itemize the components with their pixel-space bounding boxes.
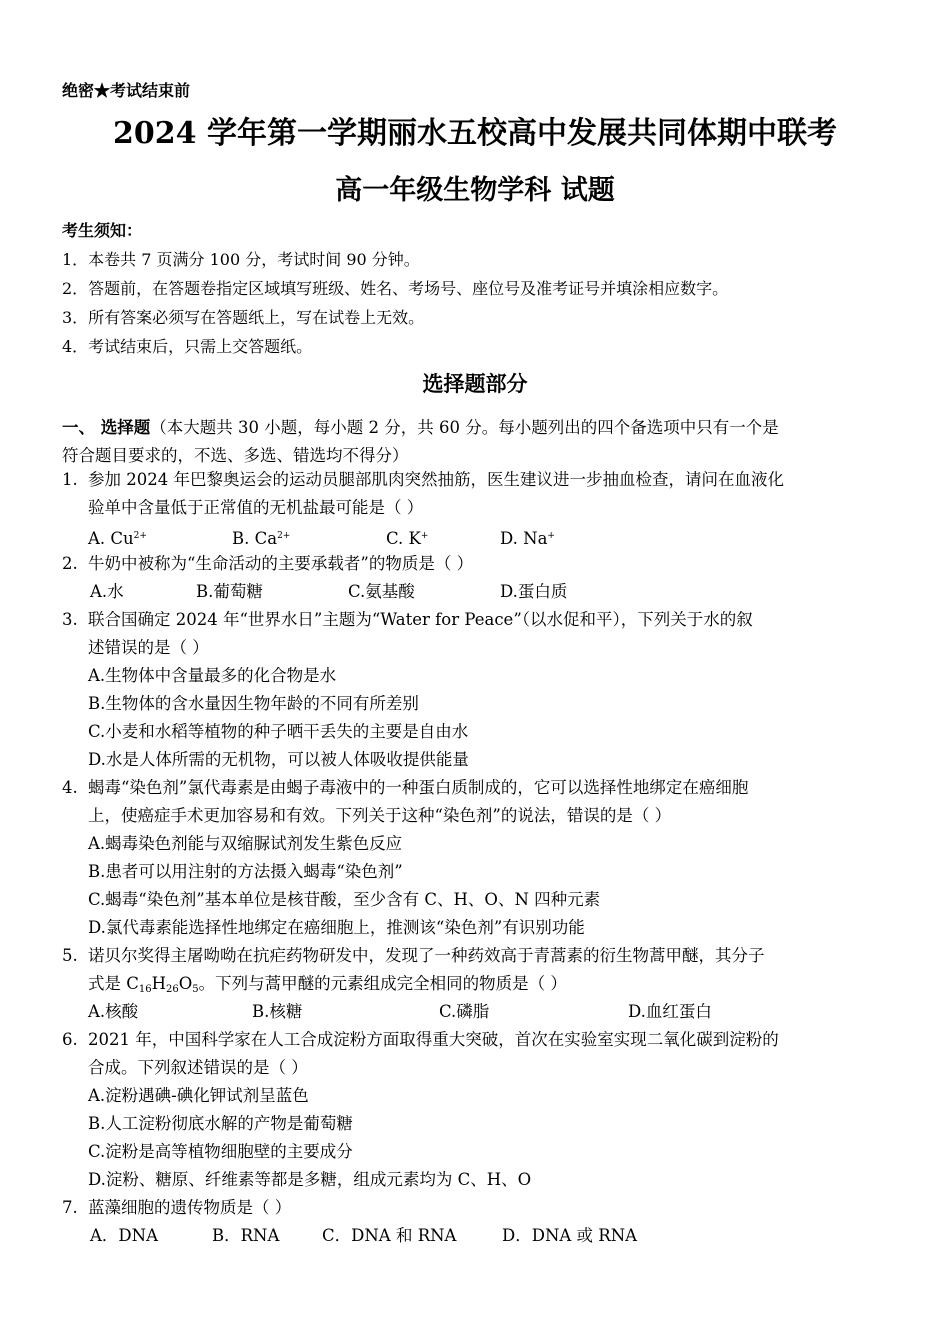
notice-item: 4．考试结束后，只需上交答题纸。 bbox=[62, 337, 313, 356]
question-number: 7. bbox=[62, 1198, 78, 1217]
question-stem-cont: 述错误的是（ ） bbox=[88, 638, 209, 657]
option-b: B.葡萄糖 bbox=[196, 582, 263, 601]
section-heading: 选择题部分 bbox=[422, 371, 528, 396]
question-stem: 联合国确定 2024 年“世界水日”主题为“Water for Peace”（以水促和平），下列关于水的叙 bbox=[88, 610, 753, 629]
option-row bbox=[62, 1222, 892, 1250]
part-description: （本大题共 30 小题，每小题 2 分，共 60 分。每小题列出的四个备选项中只有一个是 bbox=[150, 418, 779, 437]
option-a: A．DNA bbox=[90, 1226, 158, 1245]
question-stem: 诺贝尔奖得主屠呦呦在抗疟药物研发中，发现了一种药效高于青蒿素的衍生物蒿甲醚，其分子 bbox=[88, 946, 765, 965]
question-3 bbox=[62, 606, 892, 634]
option-row bbox=[62, 578, 892, 606]
notice-item: 2．答题前，在答题卷指定区域填写班级、姓名、考场号、座位号及准考证号并填涂相应数字。 bbox=[62, 279, 729, 298]
option-a: A.水 bbox=[90, 582, 124, 601]
question-number: 4. bbox=[62, 778, 78, 797]
option-b: B.生物体的含水量因生物年龄的不同有所差别 bbox=[88, 694, 419, 713]
option-a: A.蝎毒染色剂能与双缩脲试剂发生紫色反应 bbox=[88, 834, 403, 853]
question-stem-cont: 合成。下列叙述错误的是（ ） bbox=[88, 1058, 308, 1077]
option-c: C.氨基酸 bbox=[348, 582, 415, 601]
question-1 bbox=[62, 466, 892, 494]
option-a: A.生物体中含量最多的化合物是水 bbox=[88, 666, 337, 685]
exam-title: 2024 学年第一学期丽水五校高中发展共同体期中联考 bbox=[113, 116, 837, 151]
question-stem-cont: 上，使癌症手术更加容易和有效。下列关于这种“染色剂”的说法，错误的是（ ） bbox=[88, 806, 672, 825]
question-number: 5. bbox=[62, 946, 78, 965]
notice-list bbox=[62, 245, 902, 361]
option-a: A. $Cu^{2+}$ bbox=[88, 529, 147, 548]
option-b: B. $Ca^{2+}$ bbox=[232, 529, 291, 548]
option-d: D.水是人体所需的无机物，可以被人体吸收提供能量 bbox=[88, 750, 469, 769]
option-b: B.核糖 bbox=[252, 1002, 303, 1021]
part-label: 一、 选择题 bbox=[62, 418, 151, 437]
notice-item: 1．本卷共 7 页满分 100 分，考试时间 90 分钟。 bbox=[62, 250, 420, 269]
question-5 bbox=[62, 942, 892, 970]
part-description-cont: 符合题目要求的，不选、多选、错选均不得分） bbox=[62, 446, 409, 465]
question-number: 1. bbox=[62, 470, 78, 489]
question-7 bbox=[62, 1194, 892, 1222]
option-row bbox=[62, 998, 892, 1026]
option-c: C. K+ bbox=[386, 529, 429, 548]
part-heading bbox=[62, 414, 892, 470]
notice-item: 3．所有答案必须写在答题纸上，写在试卷上无效。 bbox=[62, 308, 425, 327]
option-d: D. Na+ bbox=[500, 529, 555, 548]
option-d: D．DNA 或 RNA bbox=[502, 1226, 638, 1245]
question-6 bbox=[62, 1026, 892, 1054]
exam-subtitle: 高一年级生物学科 试题 bbox=[335, 175, 615, 206]
question-2 bbox=[62, 550, 892, 578]
option-c: C．DNA 和 RNA bbox=[322, 1226, 457, 1245]
option-row bbox=[62, 522, 892, 550]
option-b: B.患者可以用注射的方法摄入蝎毒“染色剂” bbox=[88, 862, 403, 881]
confidential-label: 绝密★考试结束前 bbox=[62, 81, 191, 100]
option-d: D.蛋白质 bbox=[500, 582, 568, 601]
question-stem-cont: 式是 $C_{16}H_{26}O_5$。下列与蒿甲醚的元素组成完全相同的物质是（ ） bbox=[88, 974, 567, 995]
question-stem: 蝎毒“染色剂”氯代毒素是由蝎子毒液中的一种蛋白质制成的，它可以选择性地绑定在癌细胞 bbox=[88, 778, 749, 797]
question-stem: 牛奶中被称为“生命活动的主要承载者”的物质是（ ） bbox=[88, 554, 474, 573]
question-4 bbox=[62, 774, 892, 802]
question-number: 6. bbox=[62, 1030, 78, 1049]
option-c: C.小麦和水稻等植物的种子晒干丢失的主要是自由水 bbox=[88, 722, 469, 741]
option-c: C.磷脂 bbox=[439, 1002, 490, 1021]
option-c: C.蝎毒“染色剂”基本单位是核苷酸，至少含有 C、H、O、N 四种元素 bbox=[88, 890, 601, 909]
question-stem: 2021 年，中国科学家在人工合成淀粉方面取得重大突破，首次在实验室实现二氧化碳到淀粉的 bbox=[88, 1030, 779, 1049]
question-stem: 参加 2024 年巴黎奥运会的运动员腿部肌肉突然抽筋，医生建议进一步抽血检查，请问在血液化 bbox=[88, 470, 784, 489]
option-a: A.核酸 bbox=[88, 1002, 139, 1021]
question-number: 2. bbox=[62, 554, 78, 573]
notice-heading: 考生须知： bbox=[62, 221, 143, 240]
option-b: B.人工淀粉彻底水解的产物是葡萄糖 bbox=[88, 1114, 353, 1133]
option-d: D.血红蛋白 bbox=[628, 1002, 712, 1021]
option-c: C.淀粉是高等植物细胞壁的主要成分 bbox=[88, 1142, 353, 1161]
option-d: D.淀粉、糖原、纤维素等都是多糖，组成元素均为 C、H、O bbox=[88, 1170, 532, 1189]
question-stem-cont: 验单中含量低于正常值的无机盐最可能是（ ） bbox=[88, 498, 424, 517]
option-b: B．RNA bbox=[212, 1226, 280, 1245]
question-stem: 蓝藻细胞的遗传物质是（ ） bbox=[88, 1198, 292, 1217]
option-a: A.淀粉遇碘-碘化钾试剂呈蓝色 bbox=[88, 1086, 309, 1105]
question-list bbox=[62, 466, 892, 1250]
question-number: 3. bbox=[62, 610, 78, 629]
option-d: D.氯代毒素能选择性地绑定在癌细胞上，推测该“染色剂”有识别功能 bbox=[88, 918, 585, 937]
